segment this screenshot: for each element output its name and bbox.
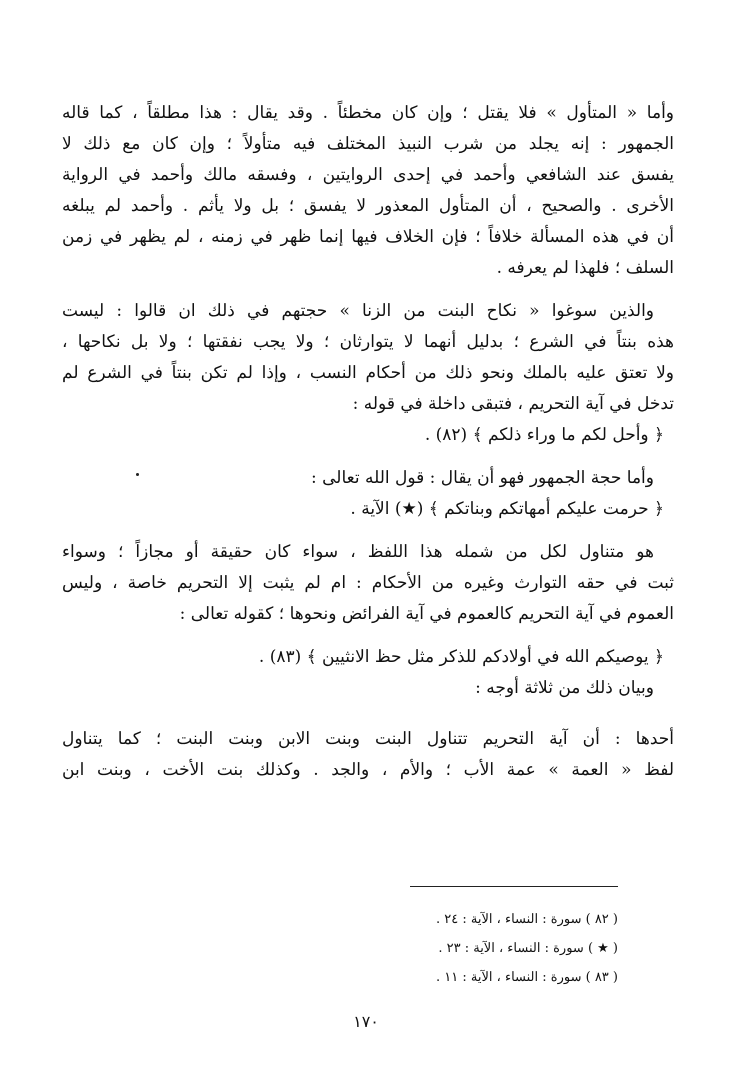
text-line: السلف ؛ فلهذا لم يعرفه . <box>496 258 674 278</box>
text-line: وأما « المتأول » فلا يقتل ؛ وإن كان مخطئاً . وقد يقال : هذا مطلقاً ، كما قاله <box>62 103 674 123</box>
text-line: ولا تعتق عليه بالملك ونحو ذلك من أحكام النسب ، وإذا لم تكن بنتاً في الشرع لم <box>62 363 674 383</box>
footnote-divider <box>410 886 618 887</box>
scan-speck <box>136 473 139 476</box>
quran-verse-83: ﴿ يوصيكم الله في أولادكم للذكر مثل حظ الانثيين ﴾ (٨٣) . <box>258 647 664 667</box>
page-number: ١٧٠ <box>353 1012 379 1031</box>
text-line: يفسق عند الشافعي وأحمد في إحدى الروايتين ، وفسقه مالك وأحمد في الرواية <box>62 165 674 185</box>
text-line: وأما حجة الجمهور فهو أن يقال : قول الله تعالى : <box>310 468 654 488</box>
footnotes <box>200 905 618 992</box>
text-line: تدخل في آية التحريم ، فتبقى داخلة في قوله : <box>352 394 674 414</box>
text-line: هو متناول لكل من شمله هذا اللفظ ، سواء كان حقيقة أو مجازاً ؛ وسواء <box>62 542 654 562</box>
text-line: لفظ « العمة » عمة الأب ؛ والأم ، والجد . وكذلك بنت الأخت ، وبنت ابن <box>62 760 674 780</box>
text-line: الجمهور : إنه يجلد من شرب النبيذ المختلف فيه متأولاً ؛ وإن كان مع ذلك لا <box>62 134 674 154</box>
text-line: العموم في آية التحريم كالعموم في آية الفرائض ونحوها ؛ كقوله تعالى : <box>179 604 674 624</box>
text-line: ثبت في حقه التوارث وغيره من الأحكام : ام لم يثبت إلا التحريم خاصة ، وليس <box>62 573 674 593</box>
main-text <box>62 98 674 786</box>
paragraph-first-aspect <box>62 724 674 786</box>
text-line: هذه بنتاً في الشرع ؛ بدليل أنهما لا يتوارثان ؛ ولا يجب نفقتها ؛ ولا بل نكاحها ، <box>62 332 674 352</box>
footnote: ( ٨٢ ) سورة : النساء ، الآية : ٢٤ . <box>436 912 618 927</box>
paragraph-umum <box>62 537 674 630</box>
quran-verse-star: ﴿ حرمت عليكم أمهاتكم وبناتكم ﴾ (★) الآية . <box>350 499 664 519</box>
text-line: والذين سوغوا « نكاح البنت من الزنا » حجتهم في ذلك ان قالوا : ليست <box>62 301 654 321</box>
paragraph-mutaawwil <box>62 98 674 284</box>
text-line: الأخرى . والصحيح ، أن المتأول المعذور لا يفسق ؛ بل ولا يأثم . وأحمد لم يبلغه <box>62 196 674 216</box>
paragraph-zina <box>62 296 674 420</box>
footnote: ( ٨٣ ) سورة : النساء ، الآية : ١١ . <box>436 970 618 985</box>
footnote: ( ★ ) سورة : النساء ، الآية : ٢٣ . <box>438 941 618 956</box>
text-line: وبيان ذلك من ثلاثة أوجه : <box>475 678 654 698</box>
text-line: أن في هذه المسألة خلافاً ؛ فإن الخلاف فيها إنما ظهر في زمنه ، لم يظهر في زمن <box>62 227 674 247</box>
text-line: أحدها : أن آية التحريم تتناول البنت وبنت الابن وبنت البنت ؛ كما يتناول <box>62 729 674 749</box>
quran-verse-82: ﴿ وأحل لكم ما وراء ذلكم ﴾ (٨٢) . <box>424 425 664 445</box>
